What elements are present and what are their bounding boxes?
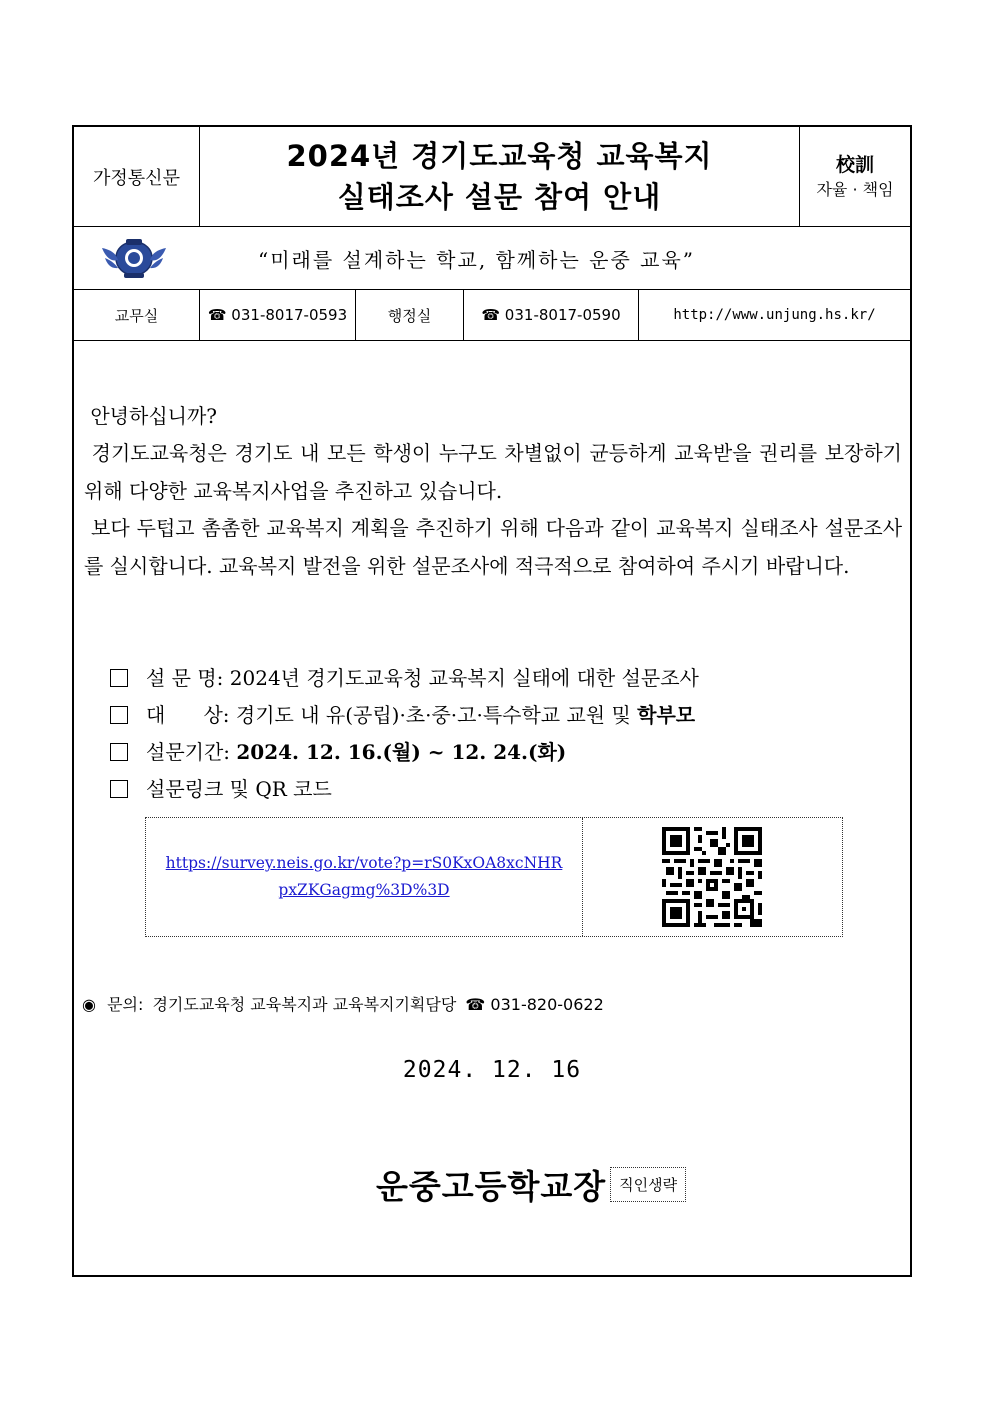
inquiry-label: 문의: [107,995,144,1014]
office1-label: 교무실 [114,306,159,325]
notice-frame [72,125,912,1277]
slogan-row [74,227,910,290]
survey-url-line-1[interactable]: https://survey.neis.go.kr/vote?p=rS0KxOA8xcNHR [165,854,563,872]
seal-omitted-stamp: 직인생략 [610,1167,686,1202]
checkbox-icon [110,743,128,761]
checkbox-icon [110,669,128,687]
paragraph-1: 경기도교육청은 경기도 내 모든 학생이 누구도 차별없이 균등하게 교육받을 권리를 보장하기 위해 다양한 교육복지사업을 추진하고 있습니다. [84,441,903,503]
motto-value: 자율 · 책임 [816,179,894,199]
greeting: 안녕하십니까? [90,404,218,428]
bullet-icon: ◉ [82,995,96,1014]
inquiry-line [82,993,604,1017]
survey-url-line-2[interactable]: pxZKGagmg%3D%3D [278,881,450,899]
inquiry-phone: ☎ 031-820-0622 [465,995,604,1014]
category-label: 가정통신문 [93,167,180,189]
page-title [199,127,799,226]
title-line-1: 2024년 경기도교육청 교육복지 [286,138,713,173]
principal-name: 운중고등학교장 [375,1167,607,1206]
inquiry-text: 경기도교육청 교육복지과 교육복지기획담당 [152,995,457,1014]
survey-period-item: 설문기간: 2024. 12. 16.(월) ~ 12. 24.(화) [110,734,566,771]
signature-block [74,1161,910,1208]
survey-link-cell [146,818,583,936]
survey-link-table [145,817,843,937]
school-slogan: “미래를 설계하는 학교, 함께하는 운중 교육” [258,247,696,272]
contact-row [74,290,910,341]
office2-phone: ☎ 031-8017-0590 [463,290,638,340]
survey-link-item: 설문링크 및 QR 코드 [110,771,332,808]
qr-code-cell [582,818,842,936]
school-emblem-icon [98,227,170,289]
checkbox-icon [110,706,128,724]
header-row [74,127,910,227]
survey-name-item: 설 문 명: 2024년 경기도교육청 교육복지 실태에 대한 설문조사 [110,660,699,697]
issue-date: 2024. 12. 16 [402,1057,582,1083]
qr-code-icon[interactable] [662,827,762,927]
paragraph-2: 보다 두텁고 촘촘한 교육복지 계획을 추진하기 위해 다음과 같이 교육복지 실태조사 설문조사를 실시합니다. 교육복지 발전을 위한 설문조사에 적극적으로 참여하여 주시기 바랍니다. [84,516,903,578]
motto-label: 校訓 [835,153,874,176]
title-line-2: 실태조사 설문 참여 안내 [337,179,662,214]
checkbox-icon [110,780,128,798]
office1-phone: ☎ 031-8017-0593 [199,290,355,340]
survey-target-item: 대 상: 경기도 내 유(공립)·초·중·고·특수학교 교원 및 학부모 [110,697,695,734]
school-website-link[interactable]: http://www.unjung.hs.kr/ [638,290,910,340]
office2-label: 행정실 [355,290,463,340]
school-motto [799,127,910,226]
